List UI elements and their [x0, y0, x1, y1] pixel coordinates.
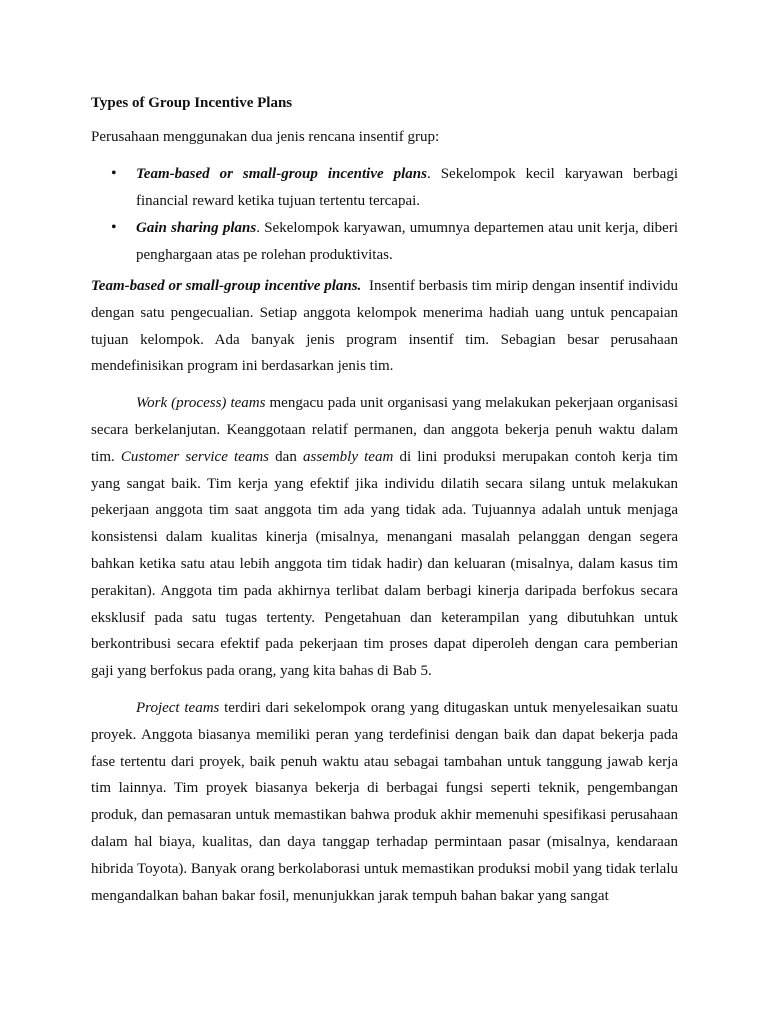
bullet-list: [91, 161, 678, 269]
intro-paragraph: Perusahaan menggunakan dua jenis rencana insentif grup:: [91, 129, 440, 145]
paragraph-text: dan: [269, 448, 303, 465]
paragraph-text: terdiri dari sekelompok orang yang ditugaskan untuk menyelesaikan suatu proyek. Anggota biasanya memiliki peran yang terdefinisi dengan baik dan dapat bekerja pada fase tertentu dari proyek, baik penuh waktu atau sebagai tambahan untuk tanggung jawab kerja tim lainnya. Tim proyek biasanya bekerja di berbagai fungsi seperti teknik, pengembangan produk, dan pemasaran untuk memastikan bahwa produk akhir memenuhi spesifikasi perusahaan dalam hal biaya, kualitas, dan daya tanggap terhadap permintaan pasar (misalnya, kendaraan hibrida Toyota). Banyak orang berkolaborasi untuk memastikan produksi mobil yang tidak terlalu mengandalkan bahan bakar fosil, menunjukkan jarak tempuh bahan bakar yang sangat: [91, 699, 678, 904]
paragraph-work-teams: [91, 390, 678, 685]
paragraph-term: Customer service teams: [120, 448, 270, 465]
document-title: Types of Group Incentive Plans: [91, 95, 293, 111]
paragraph-text: Insentif berbasis tim mirip dengan insentif individu dengan satu pengecualian. Setiap anggota kelompok menerima hadiah uang untuk pencapaian tujuan kelompok. Ada banyak jenis program insentif tim. Sebagian besar perusahaan mendefinisikan program ini berdasarkan jenis tim.: [91, 277, 682, 375]
paragraph-term: Work (process) teams: [136, 395, 266, 412]
bullet-item: [91, 161, 678, 215]
paragraph-text: di lini produksi merupakan contoh kerja tim yang sangat baik. Tim kerja yang efektif jika individu dilatih secara silang untuk melakukan pekerjaan anggota tim saat anggota tim ada yang tidak ada. Tujuannya adalah untuk menjaga konsistensi dalam kualitas kinerja (misalnya, menangani masalah pelanggan dengan segera bahkan ketika satu atau lebih anggota tim tidak hadir) dan keluaran (misalnya, dalam kasus tim perakitan). Anggota tim pada akhirnya terlibat dalam berbagi kinerja daripada berfokus secara eksklusif pada satu tugas tertenty. Pengetahuan dan keterampilan yang dibutuhkan untuk berkontribusi secara efektif pada pekerjaan tim proses dapat diperoleh dengan cara pemberian gaji yang berfokus pada orang, yang kita bahas di Bab 5.: [91, 448, 678, 680]
bullet-term: Team-based or small-group incentive plans: [136, 165, 427, 182]
paragraph-term: Project teams: [136, 699, 220, 716]
document-page: [91, 92, 682, 919]
bullet-icon: •: [111, 219, 117, 237]
bullet-icon: •: [111, 164, 117, 182]
paragraph-project-teams: [91, 695, 678, 909]
paragraph-team-based: [91, 273, 682, 380]
bullet-text: . Sekelompok kecil karyawan berbagi financial reward ketika tujuan tertentu tercapai.: [136, 165, 679, 209]
paragraph-text: mengacu pada unit organisasi yang melakukan pekerjaan organisasi secara berkelanjutan. Keanggotaan relatif permanen, dan anggota bekerja penuh waktu dalam tim.: [91, 395, 678, 465]
paragraph-term: Team-based or small-group incentive plans.: [91, 277, 362, 294]
bullet-term: Gain sharing plans: [136, 220, 257, 237]
bullet-text: . Sekelompok karyawan, umumnya departemen atau unit kerja, diberi penghargaan atas pe rolehan produktivitas.: [136, 220, 678, 264]
paragraph-term: assembly team: [302, 448, 394, 465]
bullet-item: [91, 215, 678, 269]
